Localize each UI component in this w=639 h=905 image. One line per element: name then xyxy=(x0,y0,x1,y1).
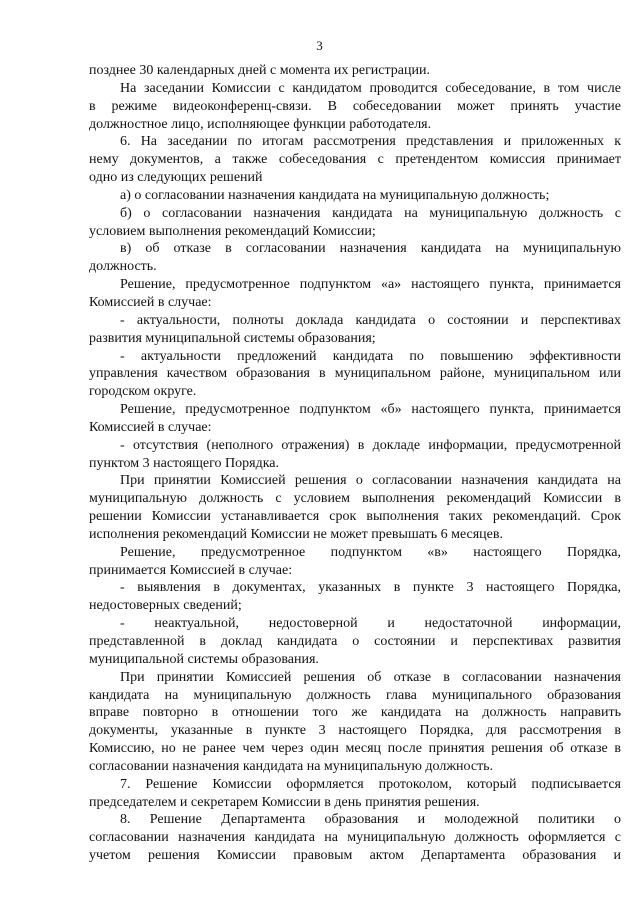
text-line: представленной в доклад кандидата о состоянии и перспективах развития xyxy=(89,634,621,649)
text-line: муниципальной системы образования. xyxy=(89,651,319,667)
text-line: - неактуальной, недостоверной и недостаточной информации, xyxy=(120,616,621,632)
text-line: а) о согласовании назначения кандидата на муниципальную должность; xyxy=(120,187,550,203)
text-line: 6. На заседании по итогам рассмотрения представления и приложенных к xyxy=(120,134,621,150)
text-line: одно из следующих решений xyxy=(89,170,263,186)
text-line: должность. xyxy=(89,259,157,275)
text-line: нему документов, а также собеседования с претендентом комиссия принимает xyxy=(89,152,621,168)
text-line: позднее 30 календарных дней с момента их регистрации. xyxy=(89,63,430,78)
text-line: должностное лицо, исполняющее функции работодателя. xyxy=(89,116,432,132)
text-line: согласовании назначения кандидата на муниципальную должность оформляется с xyxy=(89,830,621,846)
text-line: документы, указанные в пункте 3 настоящего Порядка, для рассмотрения в xyxy=(89,723,621,739)
text-line: - выявления в документах, указанных в пункте 3 настоящего Порядка, xyxy=(120,580,621,596)
text-line: недостоверных сведений; xyxy=(89,598,242,614)
text-line: кандидата на муниципальную должность глава муниципального образования xyxy=(89,687,621,703)
page-number: 3 xyxy=(316,38,323,53)
text-line: На заседании Комиссии с кандидатом проводится собеседование, в том числе xyxy=(120,80,621,96)
text-line: Решение, предусмотренное подпунктом «в» настоящего Порядка, xyxy=(120,544,621,560)
text-line: принимается Комиссией в случае: xyxy=(89,562,293,578)
text-line: учетом решения Комиссии правовым актом Департамента образования и xyxy=(89,848,621,864)
text-line: в) об отказе в согласовании назначения кандидата на муниципальную xyxy=(120,241,621,257)
text-line: Решение, предусмотренное подпунктом «б» настоящего пункта, принимается xyxy=(120,402,621,418)
text-line: председателем и секретарем Комиссии в день принятия решения. xyxy=(89,794,480,810)
text-line: - актуальности, полноты доклада кандидата о состоянии и перспективах xyxy=(120,312,621,328)
text-line: Комиссией в случае: xyxy=(89,419,212,435)
text-line: 7. Решение Комиссии оформляется протоколом, который подписывается xyxy=(120,776,621,792)
text-line: 8. Решение Департамента образования и молодежной политики о xyxy=(120,812,621,828)
text-line: При принятии Комиссией решения о согласовании назначения кандидата на xyxy=(120,473,621,489)
text-line: решении Комиссии устанавливается срок выполнения таких рекомендаций. Срок xyxy=(89,509,621,525)
text-line: Комиссию, но не ранее чем через один месяц после принятия решения об отказе в xyxy=(89,741,621,757)
text-line: развития муниципальной системы образования; xyxy=(89,330,376,346)
text-line: Комиссией в случае: xyxy=(89,294,212,310)
text-line: управления качеством образования в муниципальном районе, муниципальном или xyxy=(89,366,621,382)
text-line: - актуальности предложений кандидата по повышению эффективности xyxy=(120,348,621,364)
text-line: - отсутствия (неполного отражения) в докладе информации, предусмотренной xyxy=(120,437,621,453)
text-line: вправе повторно в отношении того же кандидата на должность направить xyxy=(89,705,621,721)
text-line: условием выполнения рекомендаций Комиссии; xyxy=(89,223,376,239)
text-line: пунктом 3 настоящего Порядка. xyxy=(89,455,280,471)
text-line: согласовании назначения кандидата на муниципальную должность. xyxy=(89,758,494,774)
text-line: городском округе. xyxy=(89,384,197,400)
text-line: в режиме видеоконференц-связи. В собеседовании может принять участие xyxy=(89,98,621,114)
text-line: б) о согласовании назначения кандидата на муниципальную должность с xyxy=(120,205,621,221)
text-line: исполнения рекомендаций Комиссии не может превышать 6 месяцев. xyxy=(89,526,503,542)
text-line: Решение, предусмотренное подпунктом «а» настоящего пункта, принимается xyxy=(120,277,621,293)
text-line: При принятии Комиссией решения об отказе в согласовании назначения xyxy=(120,669,621,685)
body-text xyxy=(89,62,621,865)
text-line: муниципальную должность с условием выполнения рекомендаций Комиссии в xyxy=(89,491,621,507)
